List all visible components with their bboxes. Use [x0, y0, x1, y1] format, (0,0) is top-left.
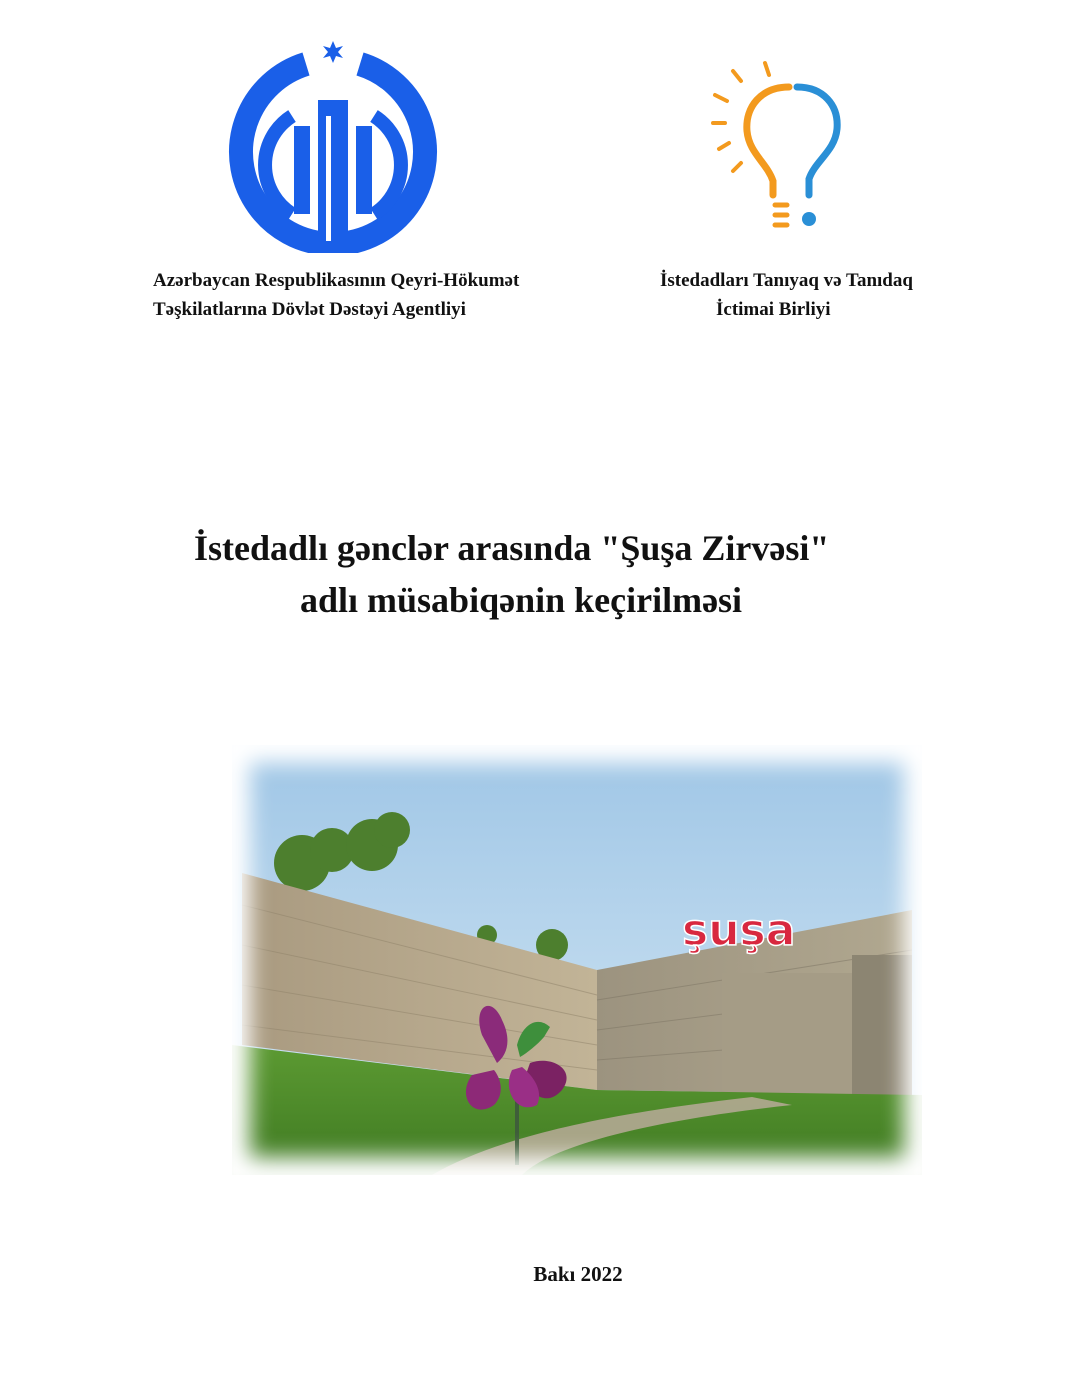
left-org-line1: Azərbaycan Respublikasının Qeyri-Hökumət: [153, 270, 520, 291]
star-icon: [323, 41, 343, 63]
title-line1: İstedadlı gənclər arasında "Şuşa Zirvəsi": [194, 528, 830, 568]
agency-logo-inner-arc: [265, 116, 292, 214]
document-title: [0, 522, 1080, 626]
talent-union-logo: [705, 55, 855, 235]
place-and-year: Bakı 2022: [533, 1262, 623, 1286]
title-line2: adlı müsabiqənin keçirilməsi: [300, 580, 743, 620]
right-org-line1: İstedadları Tanıyaq və Tanıdaq: [660, 270, 913, 291]
right-org-line2: İctimai Birliyi: [716, 299, 831, 320]
left-org-line2: Təşkilatlarına Dövlət Dəstəyi Agentliyi: [153, 299, 466, 320]
right-organization-name: [660, 266, 980, 324]
left-organization-name: [153, 266, 613, 324]
shusha-fortress-photo: [232, 745, 922, 1175]
fortress-tower: [722, 973, 852, 1095]
shusha-sign: şuşa: [682, 905, 796, 956]
ngo-agency-logo: [228, 38, 438, 253]
